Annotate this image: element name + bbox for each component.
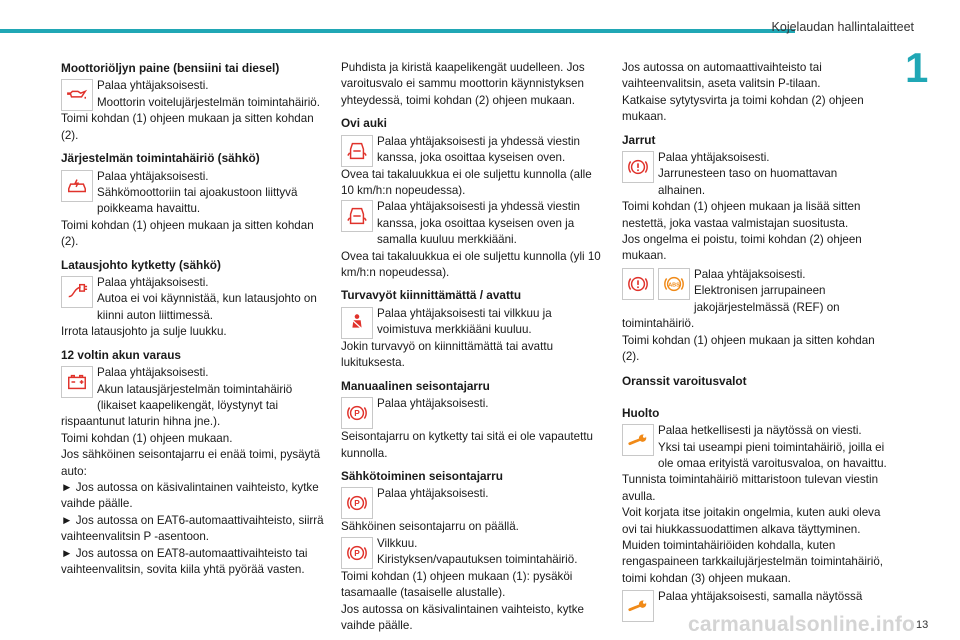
section-heading: 12 voltin akun varaus <box>61 347 181 362</box>
page-header-title: Kojelaudan hallintalaitteet <box>771 20 914 34</box>
wrench-icon <box>622 424 654 456</box>
section-heading: Sähkötoiminen seisontajarru <box>341 468 503 483</box>
text-line: Puhdista ja kiristä kaapelikengät uudelleen. Jos varoitusvalo ei sammu moottorin käynnistyksen yhteydessä, toimi kohdan (2) ohjeen mukaan. <box>341 61 585 107</box>
door-open-icon <box>341 135 373 167</box>
wrench-icon <box>622 590 654 622</box>
section-heading: Ovi auki <box>341 116 387 131</box>
text-line: Toimi kohdan (1) ohjeen mukaan ja sitten kohdan (2). <box>61 218 314 249</box>
text-line: Elektronisen jarrupaineen jakojärjestelmässä (REF) on toimintahäiriö. <box>622 284 840 331</box>
parking-brake-icon <box>341 487 373 519</box>
header-accent-bar <box>0 29 795 33</box>
car-fault-icon <box>61 170 93 202</box>
text-line: Katkaise sytytysvirta ja toimi kohdan (2) ohjeen mukaan. <box>622 93 864 124</box>
svg-text:P: P <box>354 499 360 509</box>
text-line: Palaa yhtäjaksoisesti. <box>658 151 770 165</box>
text-line: Palaa yhtäjaksoisesti. <box>97 169 209 183</box>
text-line: Palaa yhtäjaksoisesti. <box>97 276 209 290</box>
text-line: Jokin turvavyö on kiinnittämättä tai avattu lukituksesta. <box>341 339 554 370</box>
battery-icon <box>61 366 93 398</box>
text-line: Vilkkuu. <box>377 536 418 550</box>
text-line: Palaa yhtäjaksoisesti. <box>377 397 489 411</box>
section-heading: Manuaalinen seisontajarru <box>341 378 490 393</box>
text-line: Palaa yhtäjaksoisesti ja yhdessä viestin kanssa, joka osoittaa kyseisen oven. <box>377 134 580 165</box>
text-line: Toimi kohdan (1) ohjeen mukaan ja sitten kohdan (2). <box>622 333 875 363</box>
text-line: Palaa yhtäjaksoisesti. <box>97 366 209 380</box>
column-2 <box>341 60 606 634</box>
door-open-icon <box>341 200 373 232</box>
section-heading: Oranssit varoitusvalot <box>622 374 747 389</box>
text-line: Palaa yhtäjaksoisesti. <box>694 267 806 281</box>
text-line: Sähköinen seisontajarru on päällä. <box>341 520 519 534</box>
text-line: Sähkömoottoriin tai ajoakustoon liittyvä poikkeama havaittu. <box>97 186 298 216</box>
abs-icon <box>658 268 690 300</box>
svg-text:ABS: ABS <box>668 282 680 289</box>
text-line: Palaa yhtäjaksoisesti. <box>377 487 489 501</box>
text-line: ► Jos autossa on EAT8-automaattivaihteisto tai vaihteenvalitsin, sovita kiila yhtä pyörää vasten. <box>61 546 308 576</box>
text-line: ► Jos autossa on käsivalintainen vaihteisto, kytke vaihde päälle. <box>61 480 319 511</box>
chapter-number: 1 <box>905 44 929 91</box>
section-heading: Huolto <box>622 405 660 420</box>
parking-brake-icon <box>341 397 373 429</box>
text-line: Yksi tai useampi pieni toimintahäiriö, joilla ei ole omaa erityistä varoitusvaloa, on havaittu. <box>658 440 887 470</box>
text-line: Voit korjata itse joitakin ongelmia, kuten auki oleva ovi tai hiukkassuodattimen alkava täyttyminen. <box>622 506 881 536</box>
text-line: Palaa yhtäjaksoisesti, samalla näytössä <box>658 590 863 604</box>
column-3 <box>622 60 887 622</box>
text-line: Toimi kohdan (1) ohjeen mukaan ja sitten kohdan (2). <box>61 112 314 142</box>
section-heading: Järjestelmän toimintahäiriö (sähkö) <box>61 151 260 166</box>
text-line: Muiden toimintahäiriöiden kohdalla, kuten rengaspaineen tarkkailujärjestelmän toimintahäiriö, toimi kohdan (3) ohjeen mukaan. <box>622 538 884 585</box>
text-line: Palaa hetkellisesti ja näytössä on viesti. <box>658 424 862 438</box>
watermark: carmanualsonline.info <box>688 613 916 636</box>
column-1 <box>61 60 326 578</box>
text-line: Ovea tai takaluukkua ei ole suljettu kunnolla (yli 10 km/h:n nopeudessa). <box>341 249 601 280</box>
text-line: Seisontajarru on kytketty tai sitä ei ole vapautettu kunnolla. <box>341 430 593 460</box>
section-heading: Latausjohto kytketty (sähkö) <box>61 257 221 272</box>
text-line: Irrota latausjohto ja sulje luukku. <box>61 325 227 339</box>
text-line: Autoa ei voi käynnistää, kun latausjohto on kiinni auton liittimessä. <box>97 292 317 322</box>
text-line: ► Jos autossa on EAT6-automaattivaihteisto, siirrä vaihteenvalitsin P -asentoon. <box>61 513 324 544</box>
section-heading: Jarrut <box>622 132 656 147</box>
svg-text:P: P <box>354 409 360 419</box>
text-line: Palaa yhtäjaksoisesti tai vilkkuu ja voimistuva merkkiääni kuuluu. <box>377 306 552 337</box>
text-line: Akun latausjärjestelmän toimintahäiriö (likaiset kaapelikengät, löystynyt tai rispaantunut laturin hihna jne.). <box>61 382 293 429</box>
parking-brake-icon <box>341 537 373 569</box>
text-line: Palaa yhtäjaksoisesti ja yhdessä viestin kanssa, joka osoittaa kyseisen oven ja samalla kuuluu merkkiääni. <box>377 200 580 247</box>
oil-can-icon <box>61 79 93 111</box>
text-line: Jarrunesteen taso on huomattavan alhainen. <box>658 167 838 197</box>
text-line: Toimi kohdan (1) ohjeen mukaan. <box>61 431 233 445</box>
svg-text:P: P <box>354 548 360 558</box>
charging-plug-icon <box>61 276 93 308</box>
text-line: Jos autossa on automaattivaihteisto tai vaihteenvalitsin, aseta valitsin P-tilaan. <box>622 61 822 91</box>
text-line: Jos sähköinen seisontajarru ei enää toimi, pysäytä auto: <box>61 448 321 478</box>
brake-warning-icon <box>622 268 654 300</box>
seatbelt-icon <box>341 307 373 339</box>
text-line: Moottorin voitelujärjestelmän toimintahäiriö. <box>97 95 320 109</box>
text-line: Tunnista toimintahäiriö mittaristoon tulevan viestin avulla. <box>622 473 879 503</box>
section-heading: Moottoriöljyn paine (bensiini tai diesel) <box>61 61 280 75</box>
text-line: Ovea tai takaluukkua ei ole suljettu kunnolla (alle 10 km/h:n nopeudessa). <box>341 167 592 198</box>
text-line: Kiristyksen/vapautuksen toimintahäiriö. <box>377 553 578 567</box>
brake-warning-icon <box>622 151 654 183</box>
text-line: Jos ongelma ei poistu, toimi kohdan (2) ohjeen mukaan. <box>622 233 862 263</box>
text-line: Toimi kohdan (1) ohjeen mukaan ja lisää sitten nestettä, joka vastaa valmistajan suositusta. <box>622 200 861 230</box>
section-heading: Turvavyöt kiinnittämättä / avattu <box>341 288 522 303</box>
text-line: Jos autossa on käsivalintainen vaihteisto, kytke vaihde päälle. <box>341 602 584 632</box>
page-number: 13 <box>916 619 929 631</box>
text-line: Toimi kohdan (1) ohjeen mukaan (1): pysäköi tasamaalle (tasaiselle alustalle). <box>341 569 573 600</box>
text-line: Palaa yhtäjaksoisesti. <box>97 79 209 93</box>
